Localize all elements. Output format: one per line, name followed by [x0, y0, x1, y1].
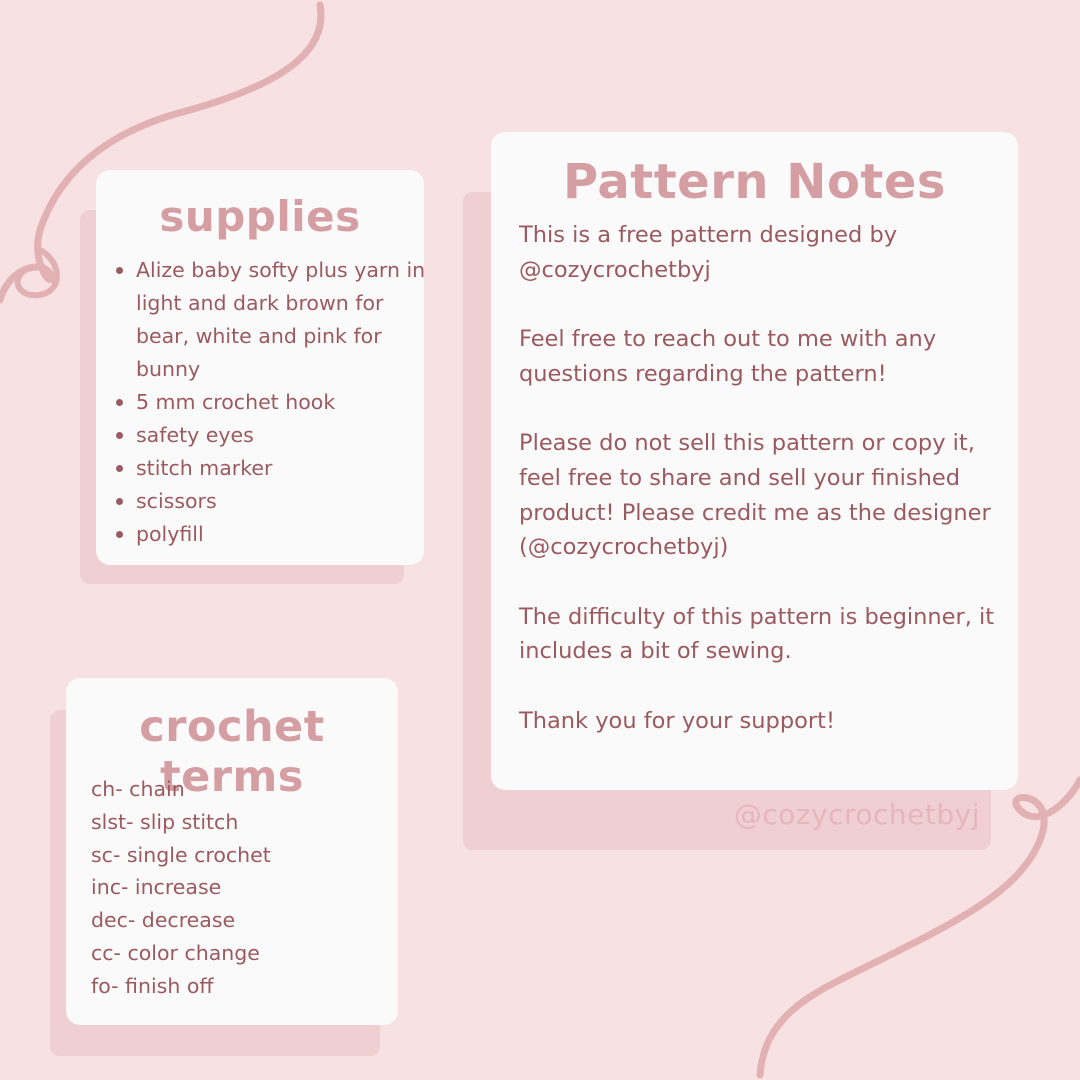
- term-item: slst- slip stitch: [91, 809, 239, 834]
- crochet-terms-list: [91, 773, 271, 1003]
- term-item: fo- finish off: [91, 973, 214, 998]
- term-item: cc- color change: [91, 940, 260, 965]
- supplies-item: Alize baby softy plus yarn in light and dark brown for bear, white and pink for bunny: [136, 254, 426, 386]
- notes-paragraph: Thank you for your support!: [519, 707, 835, 734]
- term-item: inc- increase: [91, 875, 222, 900]
- pattern-notes-card: [491, 132, 1018, 790]
- supplies-item: 5 mm crochet hook: [136, 386, 426, 419]
- term-item: ch- chain: [91, 777, 185, 801]
- supplies-item: stitch marker: [136, 452, 426, 485]
- instagram-handle: @cozycrochetbyj: [733, 798, 980, 831]
- notes-paragraph: This is a free pattern designed by @cozycrochetbyj: [519, 222, 898, 283]
- crochet-terms-card: [66, 678, 398, 1025]
- term-item: sc- single crochet: [91, 842, 271, 867]
- supplies-title: supplies: [159, 192, 361, 241]
- supplies-item: safety eyes: [136, 419, 426, 452]
- supplies-item: scissors: [136, 485, 426, 518]
- crochet-terms-title: crochet terms: [139, 702, 325, 802]
- notes-paragraph: Feel free to reach out to me with any questions regarding the pattern!: [519, 326, 937, 387]
- supplies-item: polyfill: [136, 518, 426, 551]
- term-item: dec- decrease: [91, 908, 236, 933]
- notes-paragraph: The difficulty of this pattern is beginner, it includes a bit of sewing.: [519, 603, 995, 665]
- supplies-list: [136, 254, 426, 551]
- pattern-notes-body: [519, 218, 1009, 773]
- pattern-notes-title: Pattern Notes: [563, 154, 946, 210]
- notes-paragraph: Please do not sell this pattern or copy it, feel free to share and sell your finished product! Please credit me as the designer (@cozycrochetbyj): [519, 430, 991, 561]
- supplies-card: [96, 170, 424, 565]
